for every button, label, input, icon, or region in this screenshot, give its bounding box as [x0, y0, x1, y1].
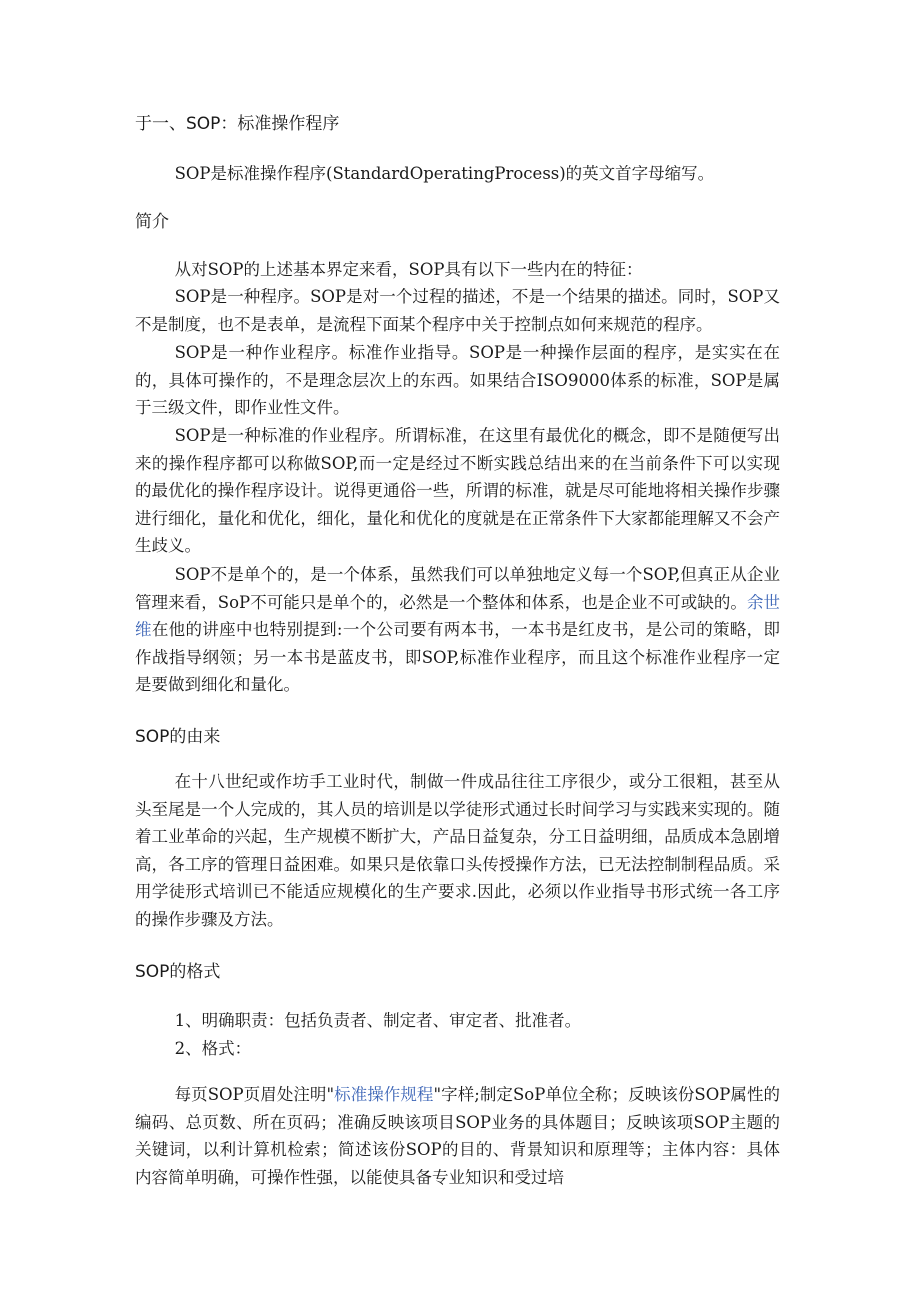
- brief-paragraph-5-text-a: SOP不是单个的，是一个体系，虽然我们可以单独地定义每一个SOP,但真正从企业管理来看，SoP不可能只是单个的，必然是一个整体和体系，也是企业不可或缺的。: [135, 565, 780, 612]
- brief-paragraph-5-text-b: 在他的讲座中也特别提到:一个公司要有两本书，一本书是红皮书，是公司的策略，即作战指导纲领；另一本书是蓝皮书，即SOP,标准作业程序，而且这个标准作业程序一定是要做到细化和量化。: [135, 620, 780, 695]
- heading-origin: SOP的由来: [135, 727, 221, 747]
- brief-paragraph-2: SOP是一种程序。SOP是对一个过程的描述，不是一个结果的描述。同时，SOP又不是制度，也不是表单，是流程下面某个程序中关于控制点如何来规范的程序。: [135, 287, 780, 334]
- brief-paragraph-1: 从对SOP的上述基本界定来看，SOP具有以下一些内在的特征：: [174, 260, 643, 279]
- heading-brief: 简介: [135, 212, 169, 232]
- origin-paragraph: 在十八世纪或作坊手工业时代，制做一件成品往往工序很少，或分工很粗，甚至从头至尾是一个人完成的，其人员的培训是以学徒形式通过长时间学习与实践来实现的。随着工业革命的兴起，生产规模不断扩大，产品日益复杂，分工日益明细，品质成本急剧增高，各工序的管理日益困难。如果只是依靠口头传授操作方法，已无法控制制程品质。采用学徒形式培训已不能适应规模化的生产要求.因此，必须以作业指导书形式统一各工序的操作步骤及方法。: [135, 772, 780, 929]
- format-paragraph: [135, 1081, 780, 1191]
- format-paragraph-text-b: "字样;制定SoP单位全称；反映该份SOP属性的编码、总页数、所在页码；准确反映该项目SOP业务的具体题目；反映该项SOP主题的关键词，以利计算机检索；简述该份SOP的目的、背景知识和原理等；主体内容：具体内容简单明确，可操作性强，以能使具备专业知识和受过培: [135, 1085, 780, 1187]
- sop-link[interactable]: 标准操作规程: [334, 1085, 434, 1104]
- format-item-2: 2、格式：: [174, 1039, 252, 1058]
- format-item-1: 1、明确职责：包括负责者、制定者、审定者、批准者。: [174, 1011, 582, 1030]
- brief-paragraph-5: [135, 561, 780, 699]
- intro-paragraph: SOP是标准操作程序(StandardOperatingProcess)的英文首字母缩写。: [174, 164, 715, 183]
- brief-paragraph-4: SOP是一种标准的作业程序。所谓标准，在这里有最优化的概念，即不是随便写出来的操作程序都可以称做SOP,而一定是经过不断实践总结出来的在当前条件下可以实现的最优化的操作程序设计。说得更通俗一些，所谓的标准，就是尽可能地将相关操作步骤进行细化，量化和优化，细化，量化和优化的度就是在正常条件下大家都能理解又不会产生歧义。: [135, 426, 780, 556]
- author-link[interactable]: 余世维: [135, 592, 780, 640]
- brief-paragraph-3: SOP是一种作业程序。标准作业指导。SOP是一种操作层面的程序，是实实在在的，具体可操作的，不是理念层次上的东西。如果结合ISO9000体系的标准，SOP是属于三级文件，即作业性文件。: [135, 343, 780, 418]
- heading-format: SOP的格式: [135, 962, 221, 982]
- heading-main: 于一、SOP：标准操作程序: [135, 114, 340, 134]
- format-paragraph-text-a: 每页SOP页眉处注明": [174, 1085, 335, 1104]
